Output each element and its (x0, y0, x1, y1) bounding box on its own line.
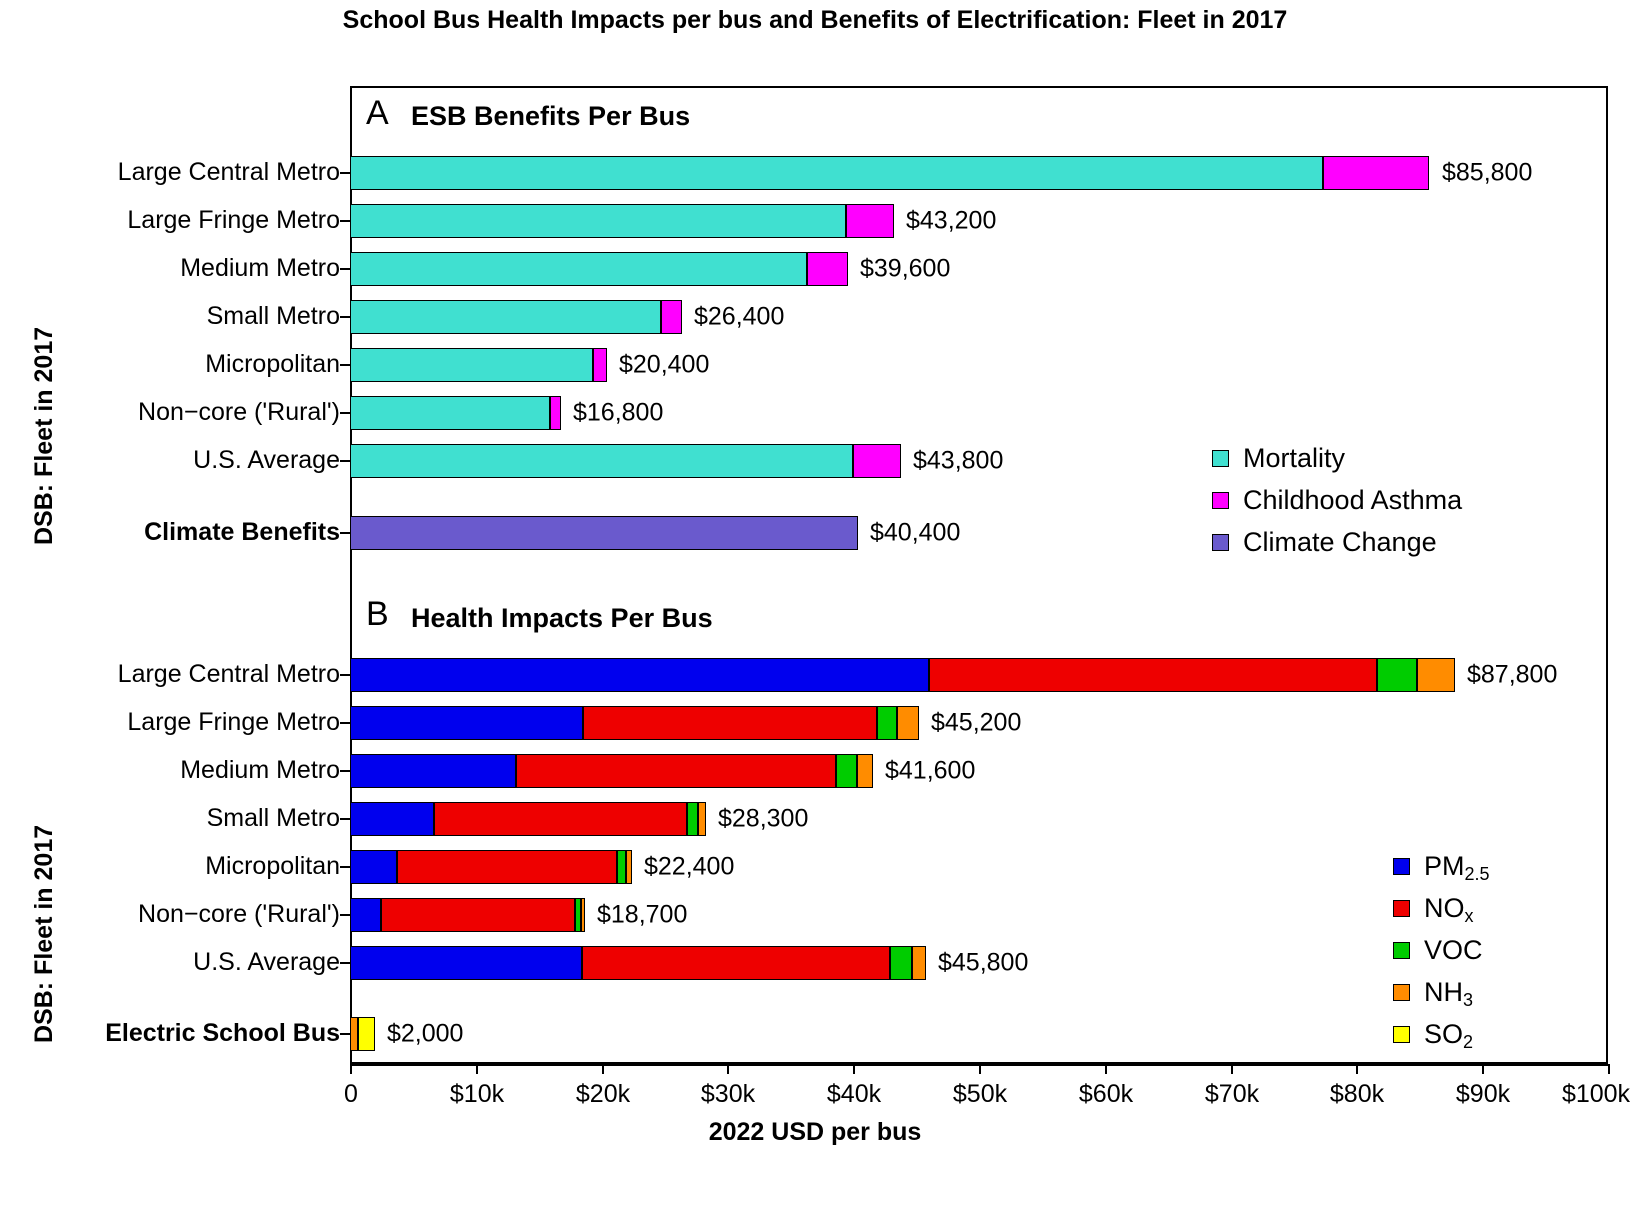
bar-row-large-fringe-metro-a (350, 204, 894, 238)
x-tick-label-3: $30k (700, 1080, 756, 1108)
x-tick-label-7: $70k (1204, 1080, 1260, 1108)
category-label-micropolitan-b: Micropolitan (205, 852, 340, 880)
legend-panel-b (1393, 845, 1490, 1055)
tick-a-4 (340, 364, 350, 366)
category-label-climate-benefits: Climate Benefits (144, 518, 340, 546)
x-tick-3 (727, 1064, 729, 1074)
bar-segment-nh3 (1417, 658, 1455, 692)
bar-value-small-metro-b: $28,300 (718, 804, 809, 833)
x-tick-label-9: $90k (1455, 1080, 1511, 1108)
tick-a-7 (340, 532, 350, 534)
bar-segment-nox (582, 946, 890, 980)
voc-swatch-icon (1393, 942, 1410, 959)
bar-segment-so2 (358, 1017, 375, 1051)
bar-segment-voc (617, 850, 626, 884)
panel-b-heading: Health Impacts Per Bus (411, 603, 713, 633)
bar-segment-pm25 (350, 850, 397, 884)
bar-value-small-metro-a: $26,400 (694, 302, 785, 331)
bar-segment-nh3 (581, 898, 585, 932)
bar-segment-nh3 (626, 850, 632, 884)
tick-b-0 (340, 674, 350, 676)
x-tick-1 (476, 1064, 478, 1074)
x-tick-10 (1608, 1064, 1610, 1074)
bar-segment-mortality (350, 396, 550, 430)
x-tick-2 (602, 1064, 604, 1074)
bar-segment-nh3 (698, 802, 706, 836)
x-tick-8 (1356, 1064, 1358, 1074)
legend-item-childhood-asthma[interactable] (1212, 479, 1462, 521)
nh3-swatch-icon (1393, 984, 1410, 1001)
x-tick-7 (1231, 1064, 1233, 1074)
bar-segment-nox (583, 706, 877, 740)
category-label-small-metro-b: Small Metro (206, 804, 340, 832)
bar-value-large-fringe-metro-a: $43,200 (906, 206, 997, 235)
tick-b-2 (340, 770, 350, 772)
legend-label-nh3: $NH_3$ (1424, 976, 1474, 1010)
bar-segment-voc (890, 946, 912, 980)
bar-value-non-core-rural-b: $18,700 (597, 900, 688, 929)
x-tick-label-10: $100k (1561, 1080, 1630, 1108)
bar-row-medium-metro-a (350, 252, 848, 286)
bar-segment-voc (1377, 658, 1417, 692)
panel-b-letter: B (366, 595, 389, 633)
tick-b-3 (340, 818, 350, 820)
tick-a-5 (340, 412, 350, 414)
bar-value-medium-metro-b: $41,600 (885, 756, 976, 785)
bar-segment-nox (929, 658, 1377, 692)
bar-row-large-central-metro-a (350, 156, 1430, 190)
legend-label-climate-change: Climate Change (1243, 526, 1437, 557)
tick-a-2 (340, 268, 350, 270)
category-label-large-fringe-metro-b: Large Fringe Metro (127, 708, 340, 736)
bar-value-climate-benefits: $40,400 (870, 518, 961, 547)
category-label-non-core-rural-a: Non−core ('Rural') (138, 398, 340, 426)
legend-item-so2[interactable] (1393, 1013, 1490, 1055)
bar-value-micropolitan-a: $20,400 (619, 350, 710, 379)
bar-segment-childhood-asthma (550, 396, 561, 430)
legend-item-nh3[interactable] (1393, 971, 1490, 1013)
bar-row-large-central-metro-b (350, 658, 1455, 692)
bar-segment-nox (397, 850, 617, 884)
tick-b-4 (340, 866, 350, 868)
x-tick-label-0: 0 (344, 1080, 358, 1108)
so2-swatch-icon (1393, 1026, 1410, 1043)
bar-segment-voc (836, 754, 857, 788)
pm25-swatch-icon (1393, 858, 1410, 875)
category-label-us-average-b: U.S. Average (193, 948, 340, 976)
x-tick-9 (1482, 1064, 1484, 1074)
bar-segment-nh3 (350, 1017, 358, 1051)
bar-segment-mortality (350, 444, 853, 478)
x-tick-0 (350, 1064, 352, 1074)
bar-segment-pm25 (350, 946, 582, 980)
bar-segment-nh3 (912, 946, 926, 980)
tick-b-6 (340, 962, 350, 964)
bar-value-large-central-metro-a: $85,800 (1442, 158, 1533, 187)
bar-row-us-average-b (350, 946, 926, 980)
bar-segment-nox (516, 754, 836, 788)
bar-row-us-average-a (350, 444, 901, 478)
bar-segment-climate-change (350, 516, 858, 550)
category-label-large-central-metro-a: Large Central Metro (117, 158, 340, 186)
tick-a-3 (340, 316, 350, 318)
bar-row-medium-metro-b (350, 754, 873, 788)
childhood-asthma-swatch-icon (1212, 492, 1229, 509)
y-axis-title-panel-a: DSB: Fleet in 2017 (30, 326, 58, 545)
bar-value-medium-metro-a: $39,600 (860, 254, 951, 283)
bar-value-large-fringe-metro-b: $45,200 (931, 708, 1022, 737)
legend-label-voc: VOC (1424, 934, 1483, 965)
bar-segment-childhood-asthma (593, 348, 607, 382)
bar-segment-pm25 (350, 706, 583, 740)
bar-segment-voc (877, 706, 897, 740)
category-label-medium-metro-a: Medium Metro (180, 254, 340, 282)
legend-label-mortality: Mortality (1243, 442, 1346, 473)
bar-segment-childhood-asthma (661, 300, 682, 334)
panel-a-letter: A (366, 94, 389, 132)
bar-segment-mortality (350, 252, 807, 286)
bar-row-small-metro-b (350, 802, 706, 836)
bar-value-electric-school-bus: $2,000 (387, 1019, 464, 1048)
legend-item-climate-change[interactable] (1212, 521, 1462, 563)
panel-a-heading: ESB Benefits Per Bus (411, 101, 691, 131)
bar-segment-nox (434, 802, 687, 836)
category-label-medium-metro-b: Medium Metro (180, 756, 340, 784)
bar-row-non-core-rural-a (350, 396, 561, 430)
x-tick-6 (1105, 1064, 1107, 1074)
bar-row-small-metro-a (350, 300, 682, 334)
category-label-electric-school-bus: Electric School Bus (105, 1019, 340, 1047)
bar-segment-mortality (350, 348, 593, 382)
legend-item-nox[interactable] (1393, 887, 1490, 929)
tick-a-1 (340, 220, 350, 222)
bar-value-micropolitan-b: $22,400 (644, 852, 735, 881)
x-tick-label-4: $40k (826, 1080, 882, 1108)
mortality-swatch-icon (1212, 450, 1229, 467)
legend-panel-a (1212, 437, 1462, 563)
climate-change-swatch-icon (1212, 534, 1229, 551)
bar-segment-mortality (350, 156, 1323, 190)
tick-b-1 (340, 722, 350, 724)
bar-segment-mortality (350, 300, 661, 334)
bar-segment-pm25 (350, 754, 516, 788)
page-title: School Bus Health Impacts per bus and Benefits of Electrification: Fleet in 2017 (342, 6, 1288, 34)
x-tick-4 (853, 1064, 855, 1074)
x-tick-label-5: $50k (952, 1080, 1008, 1108)
category-label-micropolitan-a: Micropolitan (205, 350, 340, 378)
tick-a-0 (340, 172, 350, 174)
category-label-non-core-rural-b: Non−core ('Rural') (138, 900, 340, 928)
x-tick-label-8: $80k (1329, 1080, 1385, 1108)
bar-segment-childhood-asthma (846, 204, 894, 238)
bar-segment-pm25 (350, 898, 381, 932)
bar-segment-mortality (350, 204, 846, 238)
bar-segment-childhood-asthma (1323, 156, 1429, 190)
x-tick-label-6: $60k (1078, 1080, 1134, 1108)
nox-swatch-icon (1393, 900, 1410, 917)
bar-value-us-average-a: $43,800 (913, 446, 1004, 475)
x-tick-label-2: $20k (575, 1080, 631, 1108)
category-label-small-metro-a: Small Metro (206, 302, 340, 330)
x-axis-title: 2022 USD per bus (708, 1118, 922, 1146)
bar-row-climate-benefits (350, 516, 858, 550)
bar-value-large-central-metro-b: $87,800 (1467, 660, 1558, 689)
bar-segment-childhood-asthma (807, 252, 848, 286)
legend-item-pm25[interactable] (1393, 845, 1490, 887)
bar-segment-nh3 (897, 706, 919, 740)
x-tick-5 (979, 1064, 981, 1074)
category-label-large-central-metro-b: Large Central Metro (117, 660, 340, 688)
bar-value-us-average-b: $45,800 (938, 948, 1029, 977)
legend-label-so2: $SO_2$ (1424, 1018, 1474, 1052)
tick-a-6 (340, 460, 350, 462)
bar-segment-pm25 (350, 658, 929, 692)
category-label-us-average-a: U.S. Average (193, 446, 340, 474)
category-label-large-fringe-metro-a: Large Fringe Metro (127, 206, 340, 234)
tick-b-5 (340, 914, 350, 916)
bar-row-micropolitan-a (350, 348, 607, 382)
tick-b-7 (340, 1033, 350, 1035)
legend-item-mortality[interactable] (1212, 437, 1462, 479)
bar-value-non-core-rural-a: $16,800 (573, 398, 664, 427)
bar-row-electric-school-bus (350, 1017, 375, 1051)
x-tick-label-1: $10k (449, 1080, 505, 1108)
legend-label-childhood-asthma: Childhood Asthma (1243, 484, 1463, 515)
bar-row-non-core-rural-b (350, 898, 585, 932)
bar-segment-nh3 (857, 754, 873, 788)
y-axis-title-panel-b: DSB: Fleet in 2017 (30, 824, 58, 1043)
legend-label-nox: $NO_x$ (1424, 892, 1474, 926)
legend-label-pm25: $PM_{2.5}$ (1424, 850, 1490, 884)
bar-row-micropolitan-b (350, 850, 632, 884)
bar-row-large-fringe-metro-b (350, 706, 919, 740)
legend-item-voc[interactable] (1393, 929, 1490, 971)
bar-segment-nox (381, 898, 575, 932)
bar-segment-pm25 (350, 802, 434, 836)
bar-segment-voc (687, 802, 698, 836)
bar-segment-childhood-asthma (853, 444, 901, 478)
